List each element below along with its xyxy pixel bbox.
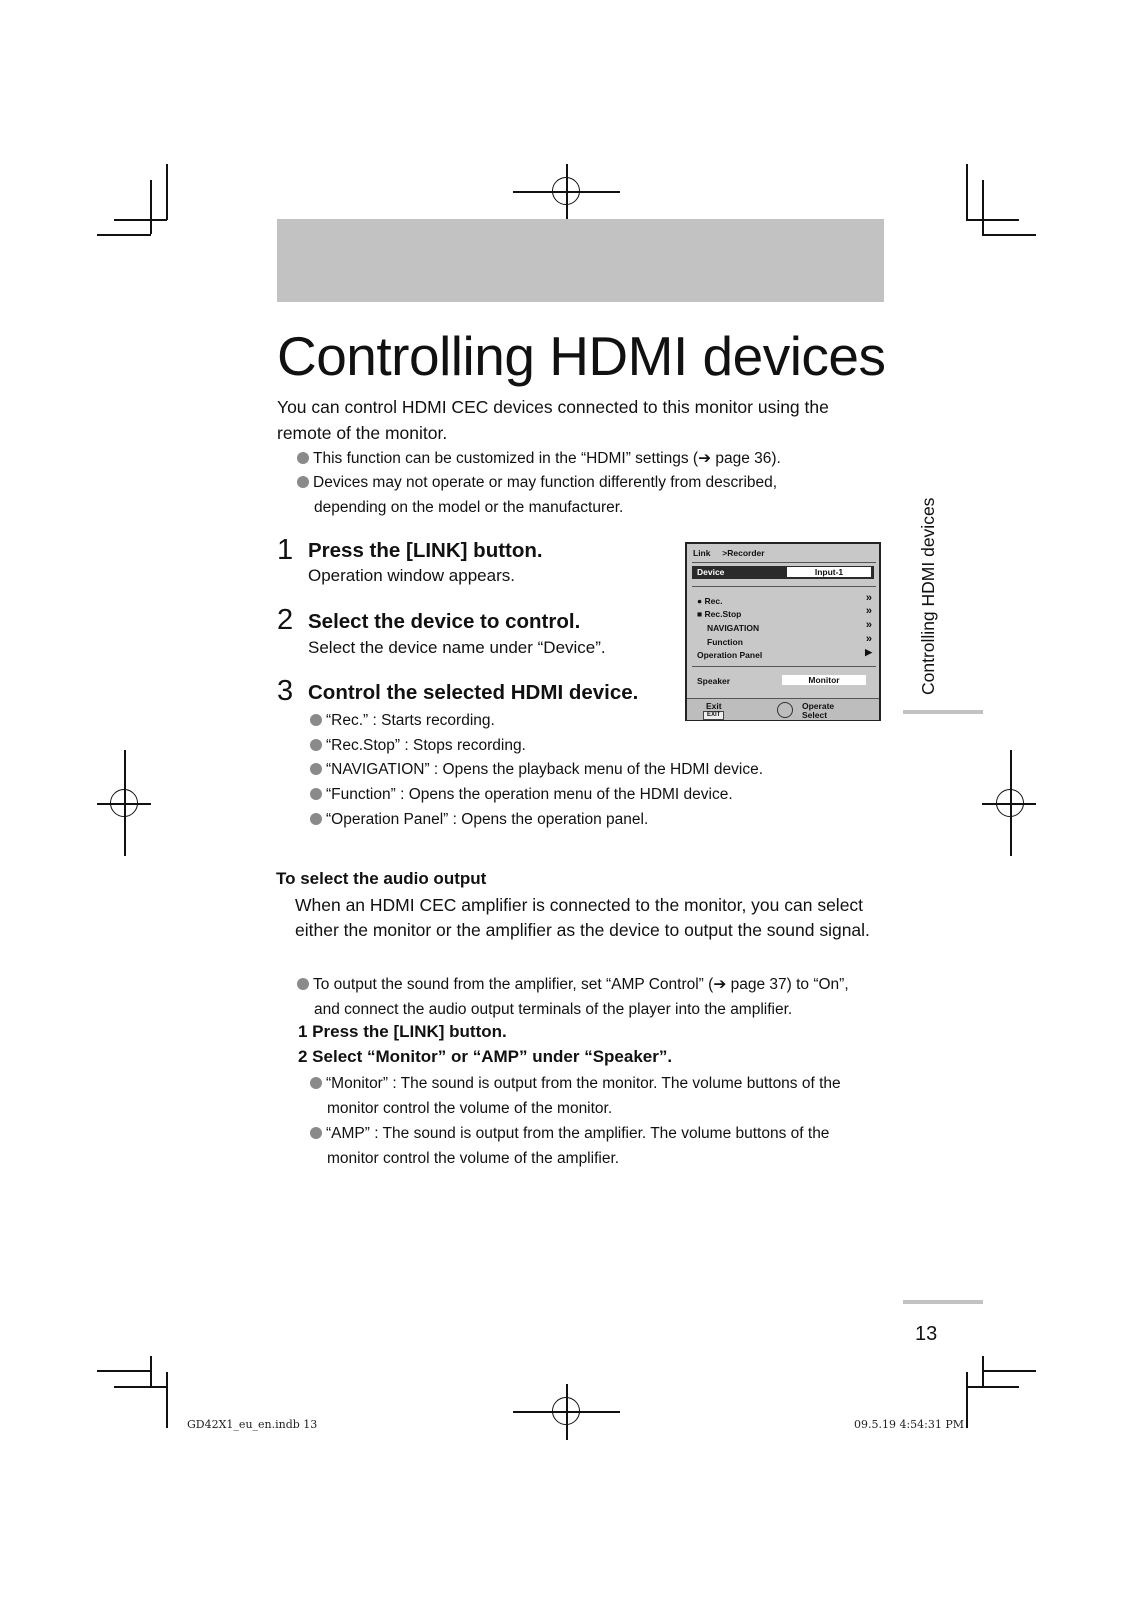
bullet-icon (310, 788, 322, 800)
step-description: Operation window appears. (308, 566, 515, 585)
header-band (277, 219, 884, 302)
double-arrow-icon: » (865, 619, 872, 631)
exit-key-icon: EXIT (703, 711, 724, 720)
osd-speaker-label: Speaker (697, 676, 731, 686)
audio-bullet: “Monitor” : The sound is output from the monitor. The volume buttons of the (310, 1071, 841, 1096)
double-arrow-icon: » (865, 592, 872, 604)
step-number: 1 (277, 534, 294, 566)
step-title: Control the selected HDMI device. (308, 681, 639, 704)
audio-step-2: 2 Select “Monitor” or “AMP” under “Speaker”. (298, 1047, 673, 1066)
page-title: Controlling HDMI devices (277, 325, 886, 387)
osd-speaker-value: Monitor (782, 675, 866, 685)
osd-item-navigation: NAVIGATION (707, 623, 760, 633)
double-arrow-icon: » (865, 633, 872, 645)
step3-bullet: “NAVIGATION” : Opens the playback menu of the HDMI device. (310, 757, 763, 782)
audio-heading: To select the audio output (276, 869, 487, 888)
bullet-icon (310, 739, 322, 751)
play-arrow-icon: ▶ (865, 647, 872, 657)
intro-text: You can control HDMI CEC devices connected to this monitor using the remote of the monitor. (277, 397, 829, 443)
osd-item-rec-stop: ■ Rec.Stop (697, 609, 742, 619)
bullet-icon (310, 1127, 322, 1139)
bullet-icon (297, 978, 309, 990)
audio-bullet-continuation: monitor control the volume of the amplifier. (327, 1150, 620, 1167)
page-number: 13 (915, 1323, 938, 1345)
footer-file: GD42X1_eu_en.indb 13 (187, 1418, 318, 1431)
step3-bullet: “Rec.Stop” : Stops recording. (310, 733, 526, 758)
osd-item-operation-panel: Operation Panel (697, 650, 763, 660)
osd-device-row: Device Input-1 (692, 566, 874, 579)
audio-note: To output the sound from the amplifier, set “AMP Control” (➔ page 37) to “On”, (297, 972, 849, 997)
stop-icon: ■ (697, 609, 703, 619)
dial-icon (777, 702, 793, 718)
osd-item-rec: ● Rec. (697, 596, 723, 606)
osd-header: Link >Recorder (693, 548, 765, 558)
step3-bullet: “Operation Panel” : Opens the operation panel. (310, 807, 648, 832)
bullet-icon (310, 813, 322, 825)
osd-footer: Exit EXIT Operate Select (687, 698, 879, 720)
audio-paragraph: When an HDMI CEC amplifier is connected to the monitor, you can select either the monitor or the amplifier as the device to output the sound signal. (295, 895, 870, 940)
bullet-icon (310, 714, 322, 726)
bullet-icon (310, 763, 322, 775)
note-item: Devices may not operate or may function differently from described, (297, 470, 777, 495)
step-description: Select the device name under “Device”. (308, 638, 606, 657)
step3-bullet: “Rec.” : Starts recording. (310, 708, 495, 733)
audio-note-continuation: and connect the audio output terminals of the player into the amplifier. (314, 1001, 793, 1018)
bullet-icon (297, 476, 309, 488)
note-item: This function can be customized in the “HDMI” settings (➔ page 36). (297, 446, 781, 471)
footer-timestamp: 09.5.19 4:54:31 PM (854, 1418, 965, 1431)
audio-step-1: 1 Press the [LINK] button. (298, 1022, 507, 1041)
step-title: Select the device to control. (308, 610, 581, 633)
step-title: Press the [LINK] button. (308, 539, 543, 562)
side-tab (910, 490, 940, 695)
double-arrow-icon: » (865, 605, 872, 617)
bullet-icon (297, 452, 309, 464)
side-tab-rule (903, 710, 983, 714)
audio-bullet: “AMP” : The sound is output from the amplifier. The volume buttons of the (310, 1121, 829, 1146)
step-number: 2 (277, 604, 294, 636)
bullet-icon (310, 1077, 322, 1089)
page-number-rule (903, 1300, 983, 1304)
osd-device-value: Input-1 (787, 567, 871, 577)
note-continuation: depending on the model or the manufacturer. (314, 499, 624, 516)
step3-bullet: “Function” : Opens the operation menu of the HDMI device. (310, 782, 733, 807)
osd-item-function: Function (707, 637, 743, 647)
operation-window (685, 542, 881, 721)
step-number: 3 (277, 675, 294, 707)
record-icon: ● (697, 596, 703, 606)
side-tab-label: Controlling HDMI devices (918, 497, 938, 695)
audio-bullet-continuation: monitor control the volume of the monitor. (327, 1100, 613, 1117)
